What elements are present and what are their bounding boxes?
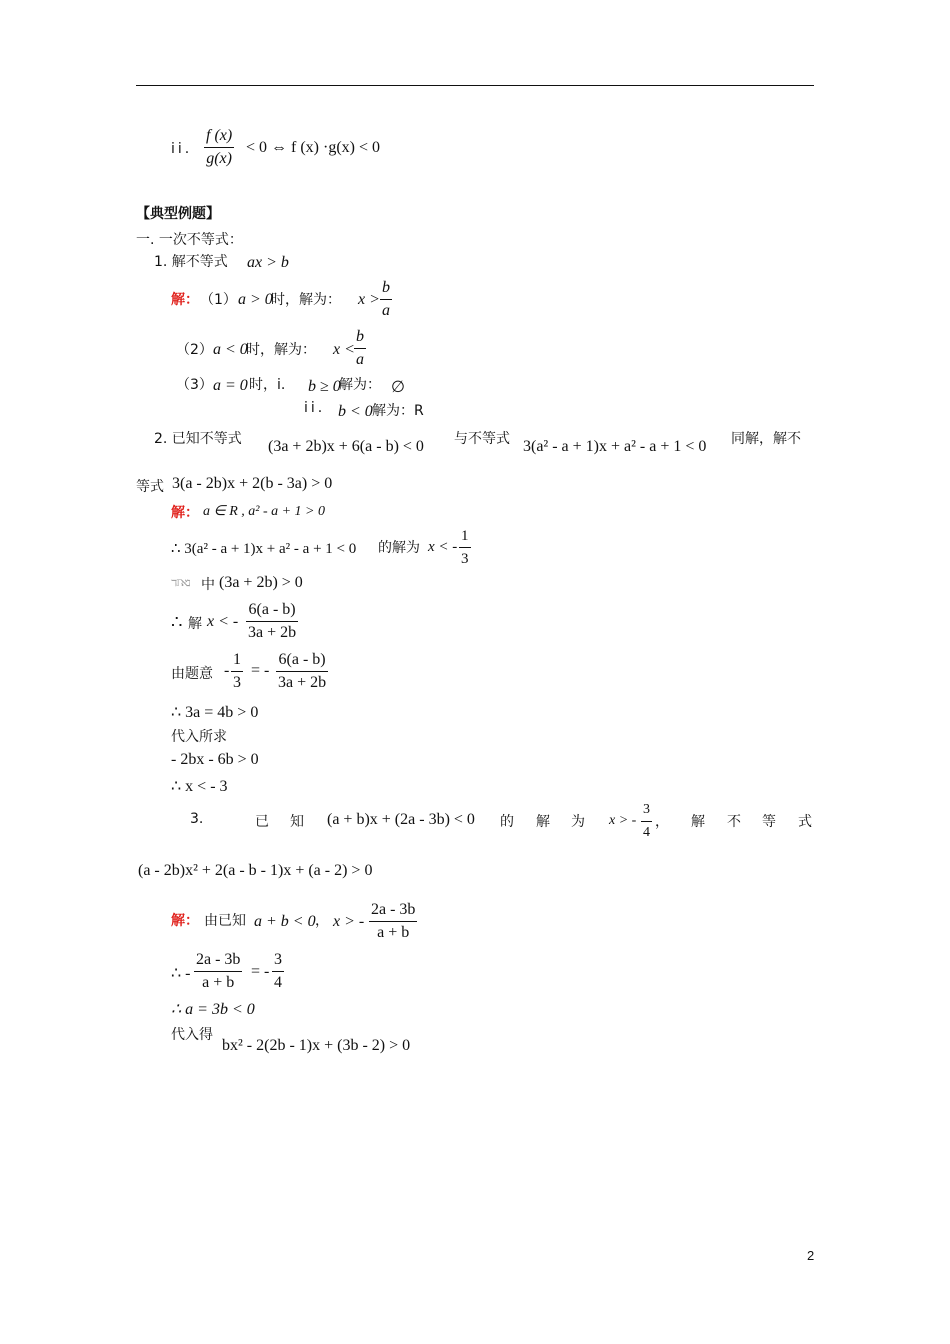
example-3-char: 解 bbox=[691, 814, 705, 830]
solution-step-1-relation: x > - bbox=[333, 913, 365, 930]
solution-step-5-minus: - bbox=[224, 662, 230, 679]
example-1-math: ax > b bbox=[247, 254, 289, 271]
case-3-i-condition: b ≥ 0 bbox=[308, 378, 341, 395]
fraction-bar bbox=[641, 821, 652, 822]
case-1-relation: x > bbox=[358, 291, 380, 308]
case-2-fraction bbox=[354, 328, 366, 369]
example-2-line2-text: 等式 bbox=[136, 479, 164, 495]
fraction-numerator: f (x) bbox=[206, 127, 233, 144]
solution-step-4: bx² - 2(2b - 1)x + (3b - 2) > 0 bbox=[222, 1037, 411, 1054]
solution-step-5-left-fraction bbox=[231, 651, 243, 692]
example-3-char: 已 bbox=[255, 814, 269, 830]
example-3-number: 3. bbox=[190, 811, 204, 827]
case-3-ii-label: ii. bbox=[304, 400, 326, 416]
case-2-condition: a < 0 bbox=[213, 341, 248, 358]
example-3-fraction bbox=[641, 801, 652, 842]
solution-step-5-equals: = - bbox=[251, 662, 270, 679]
case-1-text: 时，解为： bbox=[271, 292, 341, 308]
solution-step-2-text: 的解为 bbox=[378, 540, 420, 556]
section-title: 【典型例题】 bbox=[136, 206, 220, 222]
fraction-bar bbox=[354, 348, 366, 349]
solution-step-6: ∴ 3a = 4b > 0 bbox=[171, 704, 259, 721]
solution-step-2-right-fraction bbox=[272, 951, 284, 992]
fraction-numerator: 6(a - b) bbox=[278, 651, 326, 668]
fraction-bar bbox=[204, 147, 234, 148]
fraction-denominator: a + b bbox=[202, 974, 235, 991]
example-3-char: 解 bbox=[536, 814, 550, 830]
solution-step-7: 代入所求 bbox=[171, 729, 227, 745]
solution-step-2-prefix: ∴ - bbox=[171, 965, 191, 982]
fraction-bar bbox=[380, 299, 392, 300]
fraction-bar bbox=[276, 671, 328, 672]
example-2-stem: 2. 已知不等式 bbox=[154, 431, 242, 447]
solution-step-4-text: 解 bbox=[188, 616, 202, 632]
fraction-denominator: 3a + 2b bbox=[248, 624, 297, 641]
solution-step-4-fraction bbox=[246, 601, 298, 642]
example-3-target: (a - 2b)x² + 2(a - b - 1)x + (a - 2) > 0 bbox=[138, 862, 373, 879]
solution-label: 解： bbox=[171, 913, 199, 929]
solution-label: 解： bbox=[171, 505, 199, 521]
fraction-numerator: 3 bbox=[274, 951, 282, 968]
solution-step-2-fraction bbox=[459, 527, 471, 568]
solution-step-9: ∴ x < - 3 bbox=[171, 778, 228, 795]
fraction-denominator: 3 bbox=[461, 551, 469, 567]
formula-fraction bbox=[204, 127, 234, 168]
fraction-bar bbox=[369, 921, 417, 922]
solution-step-2-left-fraction bbox=[194, 951, 242, 992]
case-2-relation: x < bbox=[333, 341, 355, 358]
solution-step-2-relation: x < - bbox=[428, 539, 458, 555]
case-2-label: （2） bbox=[176, 342, 213, 358]
case-3-label: （3） bbox=[176, 377, 213, 393]
example-3-char: 的 bbox=[500, 814, 514, 830]
fraction-numerator: 1 bbox=[461, 528, 469, 544]
case-3-ii-text: 解为：R bbox=[372, 403, 424, 419]
solution-step-1-text: 由已知 bbox=[204, 913, 246, 929]
example-3-comma: ， bbox=[655, 814, 669, 830]
fraction-numerator: 2a - 3b bbox=[196, 951, 241, 968]
header-rule bbox=[136, 85, 814, 86]
fraction-bar bbox=[246, 621, 298, 622]
solution-step-1: a + b < 0 bbox=[254, 913, 316, 930]
fraction-numerator: 3 bbox=[643, 802, 650, 817]
solution-step-4-text: 代入得 bbox=[171, 1027, 213, 1043]
case-3-text: 时，i. bbox=[249, 377, 286, 393]
solution-step-5-right-fraction bbox=[276, 651, 328, 692]
solution-step-4-relation: x < - bbox=[207, 613, 239, 630]
case-3-i-text: 解为： bbox=[339, 377, 381, 393]
fraction-denominator: 3a + 2b bbox=[278, 674, 327, 691]
example-2-stem-end: 同解，解不 bbox=[731, 431, 801, 447]
fraction-numerator: 2a - 3b bbox=[371, 901, 416, 918]
example-2-stem-mid: 与不等式 bbox=[454, 431, 510, 447]
case-1-label: （1） bbox=[200, 292, 237, 308]
fraction-bar bbox=[194, 971, 242, 972]
formula-label: ii. bbox=[171, 141, 193, 157]
solution-label: 解： bbox=[171, 292, 199, 308]
fraction-denominator: 3 bbox=[233, 674, 241, 691]
solution-step-3-text: 中 bbox=[201, 577, 215, 593]
case-3-condition: a = 0 bbox=[213, 377, 248, 394]
solution-step-5-text: 由题意 bbox=[171, 666, 213, 682]
example-3-char: 知 bbox=[290, 814, 304, 830]
fraction-bar bbox=[459, 547, 471, 548]
fraction-bar bbox=[272, 971, 284, 972]
solution-step-2: ∴ 3(a² - a + 1)x + a² - a + 1 < 0 bbox=[171, 541, 357, 557]
fraction-numerator: 1 bbox=[233, 651, 241, 668]
solution-step-3: ∴ a = 3b < 0 bbox=[171, 1001, 255, 1018]
case-1-fraction bbox=[380, 279, 392, 320]
fraction-denominator: a bbox=[356, 351, 364, 368]
fraction-bar bbox=[231, 671, 243, 672]
example-3-given: (a + b)x + (2a - 3b) < 0 bbox=[327, 811, 475, 828]
example-1-stem: 1. 解不等式 bbox=[154, 254, 228, 270]
example-3-relation: x > - bbox=[609, 813, 637, 828]
fraction-denominator: 4 bbox=[643, 825, 650, 840]
solution-step-1-fraction bbox=[369, 901, 417, 942]
fraction-denominator: 4 bbox=[274, 974, 282, 991]
fraction-denominator: a bbox=[382, 302, 390, 319]
solution-step-2-equals: = - bbox=[251, 963, 270, 980]
fraction-denominator: g(x) bbox=[206, 150, 232, 167]
solution-step-1: a ∈ R , a² - a + 1 > 0 bbox=[203, 504, 326, 519]
section-heading: 一. 一次不等式： bbox=[136, 232, 243, 248]
example-3-char: 为 bbox=[571, 814, 585, 830]
solution-step-1-sep: ， bbox=[315, 913, 329, 929]
example-2-inequality-2: 3(a² - a + 1)x + a² - a + 1 < 0 bbox=[523, 438, 707, 455]
fraction-numerator: b bbox=[356, 328, 364, 345]
solution-step-3: (3a + 2b) > 0 bbox=[219, 574, 303, 591]
empty-set-symbol: ∅ bbox=[391, 379, 405, 396]
example-3-char: 式 bbox=[798, 814, 812, 830]
example-2-inequality-1: (3a + 2b)x + 6(a - b) < 0 bbox=[268, 438, 424, 455]
formula-rest: < 0 ⇔ f (x) ·g(x) < 0 bbox=[246, 139, 381, 156]
page-number: 2 bbox=[807, 1248, 815, 1263]
fraction-numerator: b bbox=[382, 279, 390, 296]
example-3-char: 不 bbox=[727, 814, 741, 830]
case-2-text: 时，解为： bbox=[246, 342, 316, 358]
scribble-mark: ℸℾℵℷ bbox=[171, 579, 190, 589]
example-3-char: 等 bbox=[762, 814, 776, 830]
therefore-symbol: ∴ bbox=[171, 612, 183, 632]
fraction-numerator: 6(a - b) bbox=[248, 601, 296, 618]
fraction-denominator: a + b bbox=[377, 924, 410, 941]
case-3-ii-condition: b < 0 bbox=[338, 403, 373, 420]
example-2-target: 3(a - 2b)x + 2(b - 3a) > 0 bbox=[172, 475, 333, 492]
case-1-condition: a > 0 bbox=[238, 291, 273, 308]
solution-step-8: - 2bx - 6b > 0 bbox=[171, 751, 259, 768]
